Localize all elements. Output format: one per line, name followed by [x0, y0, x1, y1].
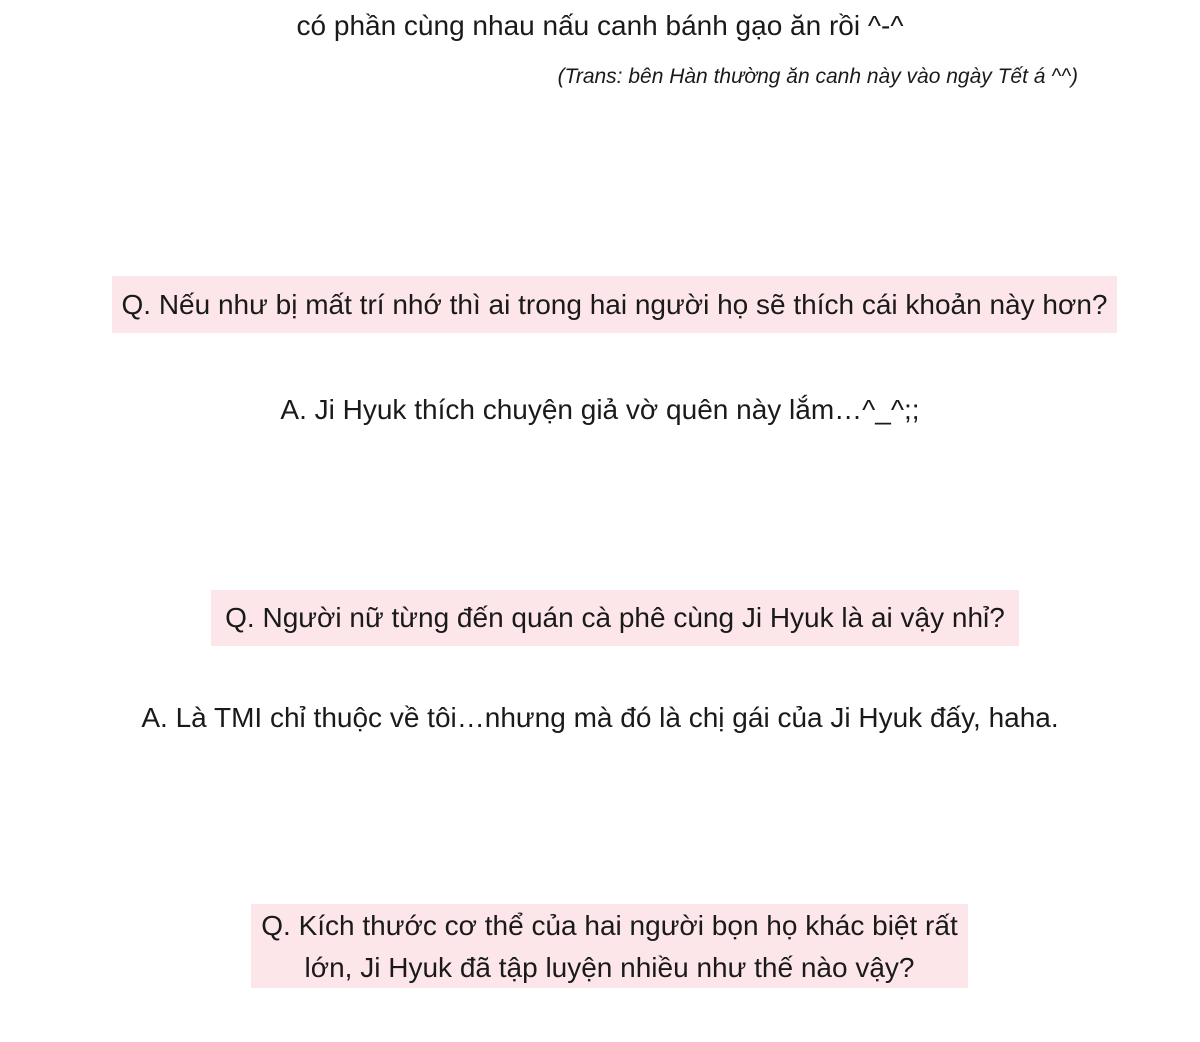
question-3-line-2: lớn, Ji Hyuk đã tập luyện nhiều như thế nào vậy?: [304, 952, 915, 983]
intro-line: có phần cùng nhau nấu canh bánh gạo ăn rồi ^-^: [296, 10, 904, 41]
question-3-line-1: Q. Kích thước cơ thể của hai người bọn họ khác biệt rất: [261, 910, 958, 941]
question-2: Q. Người nữ từng đến quán cà phê cùng Ji Hyuk là ai vậy nhỉ?: [211, 590, 1019, 646]
answer-1: A. Ji Hyuk thích chuyện giả vờ quên này lắm…^_^;;: [280, 394, 920, 425]
question-1: Q. Nếu như bị mất trí nhớ thì ai trong hai người họ sẽ thích cái khoản này hơn?: [112, 276, 1117, 333]
question-3: [251, 904, 968, 988]
answer-2: A. Là TMI chỉ thuộc về tôi…nhưng mà đó là chị gái của Ji Hyuk đấy, haha.: [141, 702, 1059, 733]
translator-note: (Trans: bên Hàn thường ăn canh này vào ngày Tết á ^^): [557, 65, 1078, 88]
